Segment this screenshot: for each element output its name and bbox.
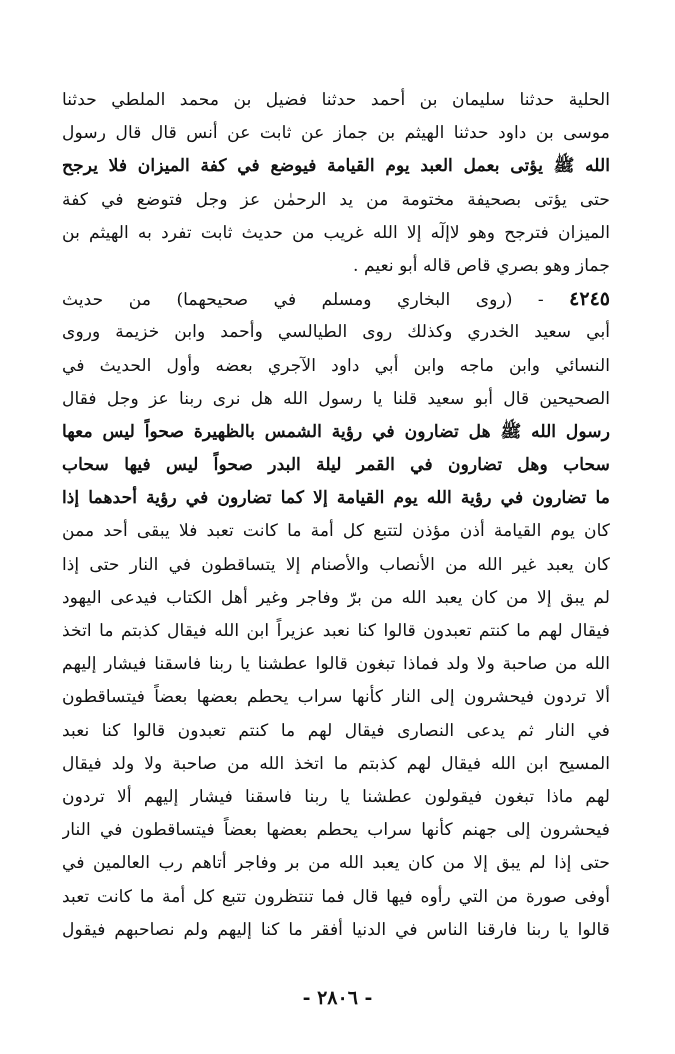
text-line: لهم ماذا تبغون فيقولون عطشنا يا ربنا فاسقنا فيشار إليهم ألا تردون [62,786,610,807]
text-line: رسول الله ﷺ هل تضارون في رؤية الشمس بالظهيرة صحواً ليس معها [62,421,610,442]
text-line: كان يوم القيامة أذن مؤذن لتتبع كل أمة ما كانت تعبد فلا يبقى أحد ممن [62,521,610,542]
text-line: كان يعبد غير الله من الأنصاب والأصنام إلا يتساقطون في النار حتى إذا [62,554,610,575]
page-body [62,84,610,947]
text-line: موسى بن داود حدثنا الهيثم بن جماز عن ثابت عن أنس قال قال رسول [62,123,610,144]
text-line: الله من صاحبة ولا ولد فماذا تبغون قالوا عطشنا يا ربنا فاسقنا فيشار إليهم [62,654,610,675]
text-line: الحلية حدثنا سليمان بن أحمد حدثنا فضيل بن محمد الملطي حدثنا [62,90,610,110]
text-line: فيقال لهم ما كنتم تعبدون قالوا كنا نعبد عزيراً ابن الله فيقال كذبتم ما اتخذ [62,621,610,641]
text-line: الميزان فترجح وهو لاإلٓه إلا الله غريب من حديث ثابت تفرد به الهيثم بن [62,222,610,243]
text-line: في النار ثم يدعى النصارى فيقال لهم ما كنتم تعبدون قالوا كنا نعبد [62,720,610,741]
text-line: حتى يؤتى بصحيفة مختومة من يد الرحمٰن عز وجل فتوضع في كفة [62,189,610,210]
hadith-heading-line [62,283,610,316]
hadith-source: - (روى البخاري ومسلم في صحيحهما) من حديث [62,290,544,311]
text-line: قالوا يا ربنا فارقنا الناس في الدنيا أفقر ما كنا إليهم ولم نصاحبهم فيقول [62,919,610,940]
page-number: - ٢٨٠٦ - [302,987,373,1009]
text-line: النسائي وابن ماجه وابن أبي داود الآجري بعضه وأول الحديث في [62,355,610,376]
text-line: المسيح ابن الله فيقال لهم كذبتم ما اتخذ الله من صاحبة ولا ولد فيقال [62,753,610,774]
text-line: لم يبق إلا من كان يعبد الله من برّ وفاجر وغير أهل الكتاب فيدعى اليهود [62,587,610,608]
text-line: أبي سعيد الخدري وكذلك روى الطيالسي وأحمد وابن خزيمة وروى [62,322,610,343]
text-line: أوفى صورة من التي رأوه فيها قال فما تنتظرون تتبع كل أمة ما كانت تعبد [62,886,610,907]
text-line: ألا تردون فيحشرون إلى النار كأنها سراب يحطم بعضها بعضاً فيتساقطون [62,687,610,708]
hadith-number: ٤٢٤٥ [569,288,610,311]
text-line: الله ﷺ يؤتى بعمل العبد يوم القيامة فيوضع في كفة الميزان فلا يرجح [62,156,610,177]
text-line: جماز وهو بصري قاص قاله أبو نعيم . [353,255,610,276]
text-line: سحاب وهل تضارون في القمر ليلة البدر صحواً ليس فيها سحاب [62,455,610,476]
text-line: الصحيحين قال أبو سعيد قلنا يا رسول الله هل نرى ربنا عز وجل فقال [62,388,610,409]
text-line: ما تضارون في رؤية الله يوم القيامة إلا كما تضارون في رؤية أحدهما إذا [62,488,610,509]
text-line: حتى إذا لم يبق إلا من كان يعبد الله من بر وفاجر أتاهم رب العالمين في [62,853,610,874]
text-line: فيحشرون إلى جهنم كأنها سراب يحطم بعضها بعضاً فيتساقطون في النار [62,820,610,841]
